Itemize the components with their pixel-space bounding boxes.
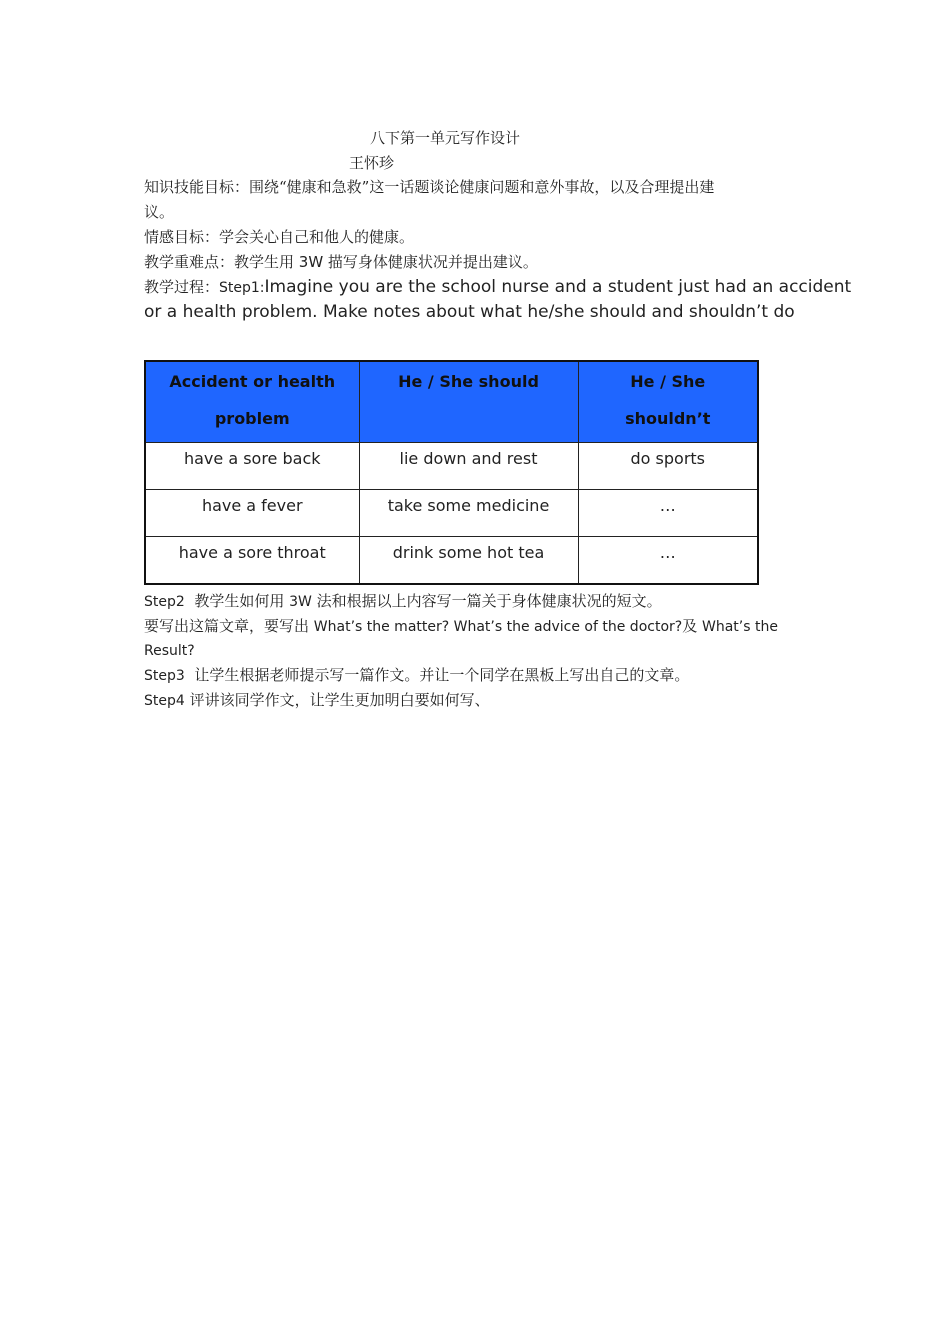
header-should: He / She should [359,361,578,443]
table-header-row [145,361,758,443]
table-cell: have a fever [145,490,359,537]
step3-label: Step3 [144,668,185,684]
table-cell: drink some hot tea [359,537,578,585]
header-shouldnt: He / She shouldn’t [578,361,758,443]
table-cell: take some medicine [359,490,578,537]
step2-line [144,589,810,614]
header-accident-line2: problem [214,409,290,428]
step2-text-a: 教学生如何用 [184,592,290,610]
step1-label: Step1: [219,280,265,296]
step2b-question3: Result? [144,643,195,659]
table-row [145,443,758,490]
header-accident [145,361,359,443]
key-points-suffix: 描写身体健康状况并提出建议。 [323,253,538,271]
step1-text-a: Imagine you are the school nurse and a student just had an accident [264,277,852,297]
table-row [145,490,758,537]
goal-emotion [144,225,810,249]
document-title: 八下第一单元写作设计 [370,129,521,147]
table-cell: do sports [578,443,758,490]
goal-knowledge-text: 知识技能目标：围绕“健康和急救”这一话题谈论健康问题和意外事故，以及合理提出建 [144,178,715,196]
step2b-prefix: 要写出这篇文章，要写出 [144,617,314,635]
table-cell: have a sore back [145,443,359,490]
step2b-and: 及 [682,617,702,635]
step2-text-b: 法和根据以上内容写一篇关于身体健康状况的短文。 [311,592,662,610]
teaching-process-continued [144,300,810,324]
goal-knowledge [144,175,810,199]
goal-emotion-text: 情感目标：学会关心自己和他人的健康。 [144,228,415,246]
table-cell: lie down and rest [359,443,578,490]
key-points-3w: 3W [298,253,324,271]
notes-table [144,360,759,585]
key-points [144,250,810,274]
step3-line [144,663,810,688]
step2-3w: 3W [289,594,312,610]
goal-knowledge-continued [144,200,810,224]
key-points-prefix: 教学重难点：教学生用 [144,253,299,271]
step2-label: Step2 [144,594,185,610]
goal-knowledge-cont-text: 议。 [144,203,175,221]
table-row [145,537,758,585]
header-accident-line1: Accident or health [169,372,336,391]
step1-text-b: or a health problem. Make notes about what he/she should and shouldn’t do [144,302,795,322]
table-cell: … [578,537,758,585]
step3-text: 让学生根据老师提示写一篇作文。并让一个同学在黑板上写出自己的文章。 [184,666,690,684]
step4-label: Step4 [144,693,185,709]
step2-detail-line [144,614,810,639]
document-author: 王怀珍 [349,154,395,172]
step2b-question: What’s the matter? What’s the advice of the doctor? [313,619,683,635]
step2b-question2: What’s the [701,619,778,635]
table-cell: have a sore throat [145,537,359,585]
step4-text: 评讲该同学作文，让学生更加明白要如何写、 [184,691,490,709]
step4-line [144,688,810,713]
process-prefix: 教学过程： [144,278,220,296]
table-cell: … [578,490,758,537]
step2-detail-line-continued [144,638,810,663]
teaching-process [144,275,852,300]
